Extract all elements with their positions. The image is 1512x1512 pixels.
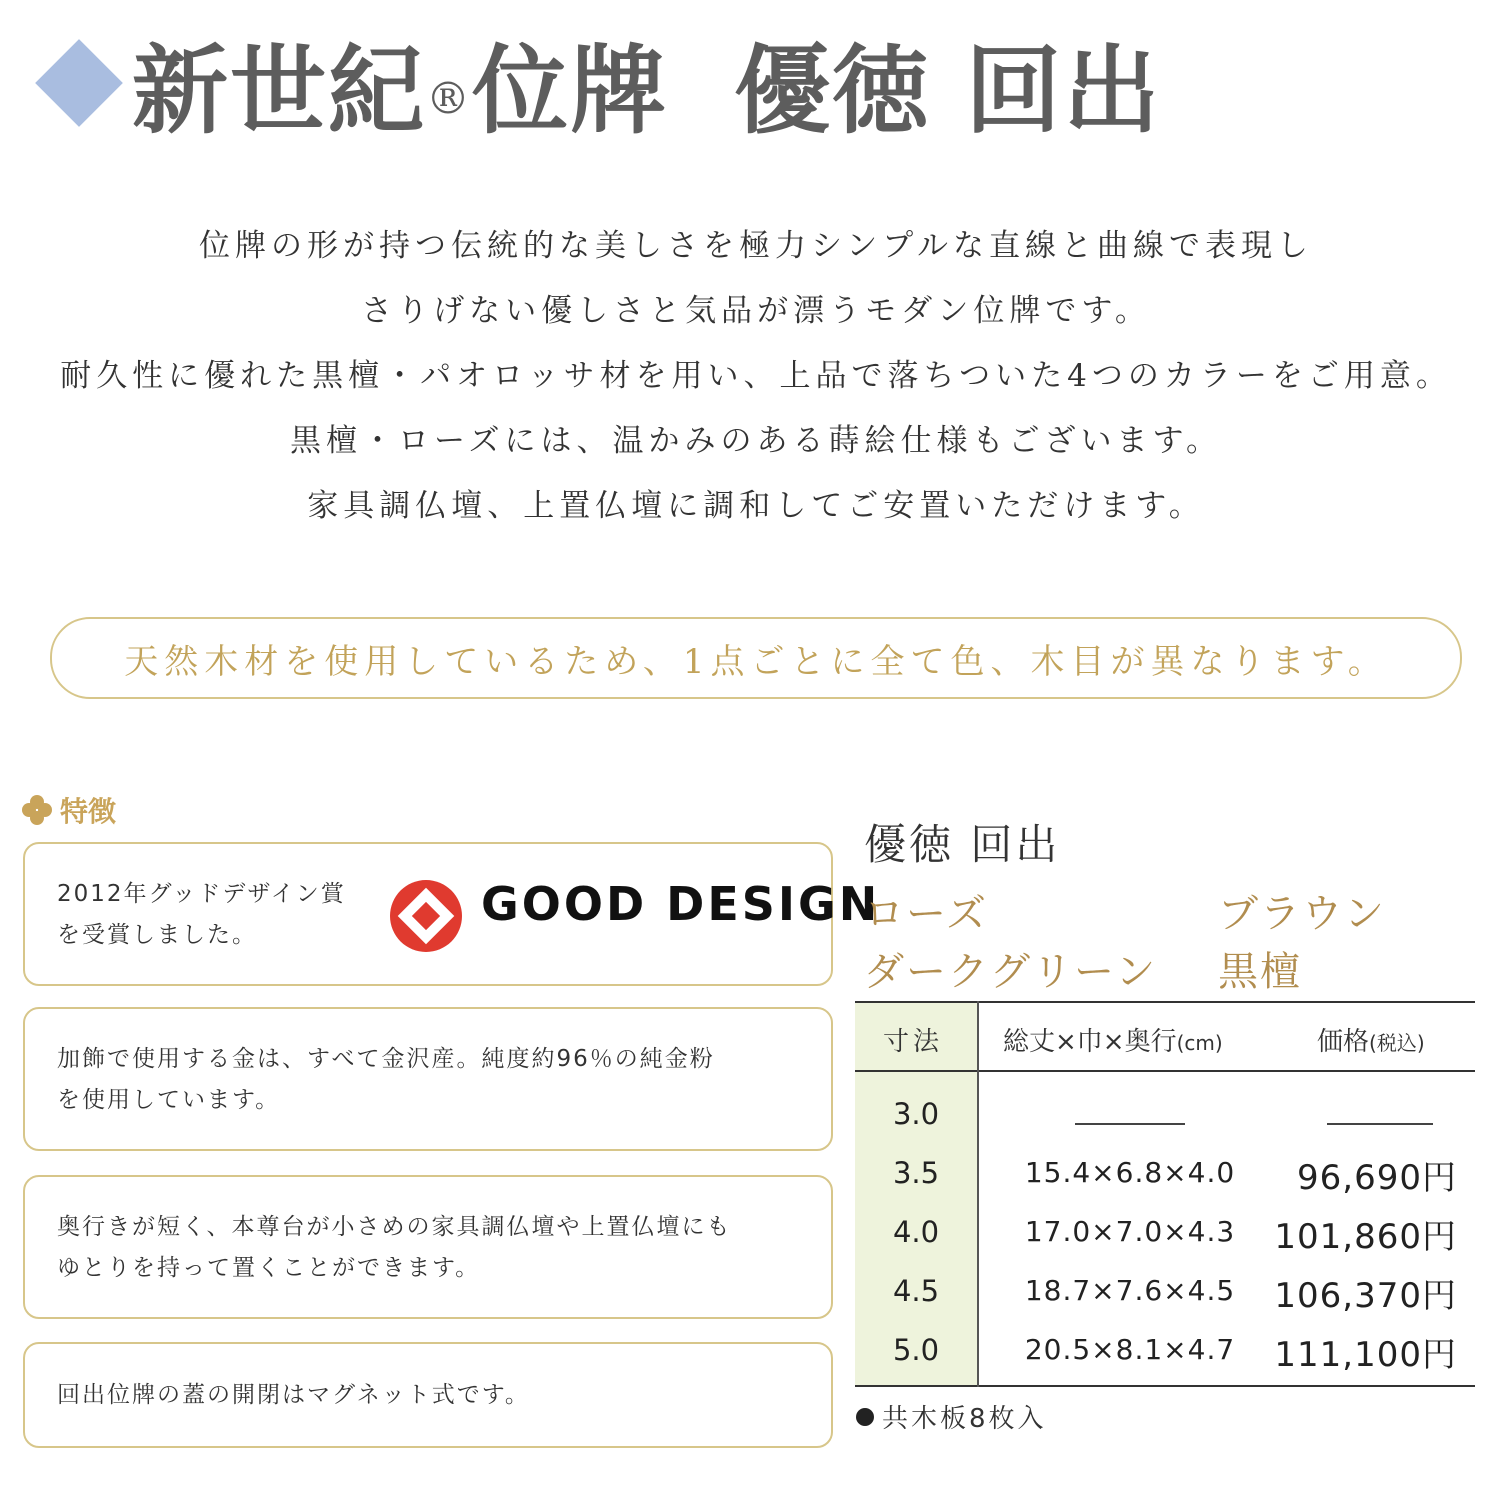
cell-price: 101,860円 — [1274, 1217, 1457, 1257]
cell-price: 96,690円 — [1297, 1158, 1457, 1198]
cell-size: 4.5 — [892, 1274, 940, 1308]
color-rose: ローズ — [864, 891, 988, 937]
feature-text — [57, 1207, 732, 1289]
cell-price: 111,100円 — [1274, 1335, 1457, 1375]
bullet-icon — [856, 1408, 874, 1426]
intro-line: さりげない優しさと気品が漂うモダン位牌です。 — [361, 293, 1151, 329]
header-price-label: 価格 — [1317, 1027, 1370, 1057]
table-row — [855, 1262, 1475, 1321]
intro-line: 黒檀・ローズには、温かみのある蒔絵仕様もございます。 — [290, 423, 1222, 459]
cell-dims: 15.4×6.8×4.0 — [1024, 1156, 1236, 1189]
feature-text — [57, 1375, 530, 1416]
cell-size: 3.0 — [892, 1097, 940, 1131]
cell-size: 4.0 — [892, 1215, 940, 1249]
table-row — [855, 1321, 1475, 1380]
header-price-note: (税込) — [1369, 1031, 1425, 1055]
cell-dims: 17.0×7.0×4.3 — [1024, 1215, 1236, 1248]
intro-line: 位牌の形が持つ伝統的な美しさを極力シンプルな直線と曲線で表現し — [199, 228, 1313, 264]
table-header-rule — [855, 1070, 1475, 1072]
header-price — [1317, 1021, 1425, 1058]
notice-text: 天然木材を使用しているため、1点ごとに全て色、木目が異なります。 — [124, 641, 1388, 682]
feature-card-gold — [23, 1007, 833, 1151]
cell-price-empty — [1327, 1123, 1433, 1125]
header-dims — [1003, 1021, 1223, 1058]
features-title: 特徴 — [60, 795, 117, 828]
feature-card-depth — [23, 1175, 833, 1319]
spec-table — [855, 1001, 1475, 1387]
table-top-rule — [855, 1001, 1475, 1003]
feature-line: ゆとりを持って置くことができます。 — [57, 1255, 481, 1281]
header-size: 寸法 — [883, 1027, 944, 1057]
feature-text — [57, 1039, 715, 1121]
color-brown: ブラウン — [1218, 891, 1386, 937]
page-title — [36, 28, 1162, 147]
header-dims-label: 総丈×巾×奥行 — [1003, 1027, 1177, 1057]
registered-mark: ® — [426, 73, 472, 125]
header-dims-unit: (cm) — [1176, 1031, 1223, 1055]
table-row — [855, 1203, 1475, 1262]
table-bottom-rule — [855, 1385, 1475, 1387]
note-text: 共木板8枚入 — [882, 1404, 1047, 1434]
cell-size: 5.0 — [892, 1333, 940, 1367]
cell-dims: 18.7×7.6×4.5 — [1024, 1274, 1236, 1307]
feature-card-magnet — [23, 1342, 833, 1448]
feature-line: 奥行きが短く、本尊台が小さめの家具調仏壇や上置仏壇にも — [57, 1214, 732, 1240]
notice-banner — [50, 617, 1462, 699]
good-design-logo-text: GOOD DESIGN — [481, 877, 881, 931]
feature-line: を使用しています。 — [57, 1087, 281, 1113]
clover-icon — [22, 795, 52, 825]
feature-line: 2012年グッドデザイン賞 — [57, 881, 346, 907]
features-heading — [22, 790, 116, 830]
table-row — [855, 1085, 1475, 1144]
feature-card-good-design — [23, 842, 881, 986]
intro-line: 家具調仏壇、上置仏壇に調和してご安置いただけます。 — [307, 488, 1205, 524]
intro-text — [0, 222, 1512, 547]
feature-line: 加飾で使用する金は、すべて金沢産。純度約96％の純金粉 — [57, 1046, 715, 1072]
diamond-icon — [35, 39, 123, 127]
feature-line: を受賞しました。 — [57, 922, 257, 948]
table-note — [856, 1398, 1047, 1435]
cell-dims: 20.5×8.1×4.7 — [1024, 1333, 1236, 1366]
product-name: 優徳 回出 — [864, 820, 1061, 869]
good-design-logo-icon — [390, 880, 462, 952]
title-text — [132, 15, 1161, 152]
intro-line: 耐久性に優れた黒檀・パオロッサ材を用い、上品で落ちついた4つのカラーをご用意。 — [60, 358, 1452, 394]
title-prefix: 新世紀 — [132, 33, 426, 147]
cell-size: 3.5 — [892, 1156, 940, 1190]
title-product: 優徳 回出 — [734, 33, 1162, 147]
color-dark-green: ダークグリーン — [864, 949, 1158, 995]
cell-price: 106,370円 — [1274, 1276, 1457, 1316]
feature-text — [57, 874, 346, 956]
cell-dims-empty — [1075, 1123, 1185, 1125]
title-suffix: 位牌 — [472, 33, 668, 147]
table-row — [855, 1144, 1475, 1203]
feature-line: 回出位牌の蓋の開閉はマグネット式です。 — [57, 1382, 530, 1408]
color-ebony: 黒檀 — [1218, 949, 1302, 995]
